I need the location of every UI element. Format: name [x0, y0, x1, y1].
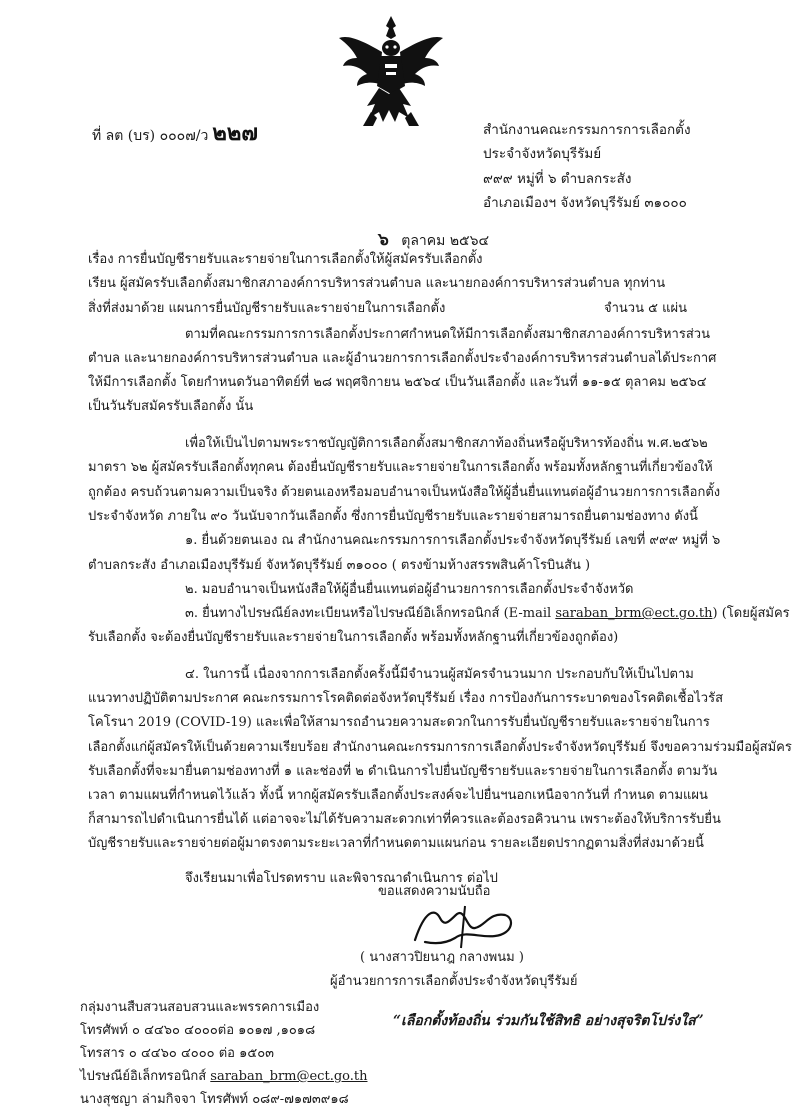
- footer-email-line: [80, 1065, 367, 1086]
- recipient-line: เรียน ผู้สมัครรับเลือกตั้งสมาชิกสภาองค์การบริหารส่วนตำบล และนายกองค์การบริหารส่วนตำบล ทุกท่าน: [88, 276, 666, 291]
- paragraph-4-line-8: บัญชีรายรับและรายจ่ายต่อผู้มาตรงตามระยะเวลาที่กำหนดตามแผนก่อน รายละเอียดปรากฏตามสิ่งที่ส่งมาด้วยนี้: [88, 836, 704, 851]
- paragraph-4-line-2: แนวทางปฏิบัติตามประกาศ คณะกรรมการโรคติดต่อจังหวัดบุรีรัมย์ เรื่อง การป้องกันการระบาดของโรคติดเชื้อไวรัส: [88, 691, 724, 706]
- item-3-line-1: [185, 602, 790, 623]
- sender-address-line-3: ๙๙๙ หมู่ที่ ๖ ตำบลกระสัง: [483, 171, 632, 187]
- paragraph-4-line-5: รับเลือกตั้งที่จะมายื่นตามช่องทางที่ ๑ และช่องที่ ๒ ดำเนินการไปยื่นบัญชีรายรับและรายจ่ายในการเลือกตั้ง ตามวัน: [88, 764, 718, 779]
- campaign-slogan: “เลือกตั้งท้องถิ่น ร่วมกันใช้สิทธิ อย่างสุจริตโปร่งใส”: [393, 1013, 704, 1029]
- item-1-line-1: ๑. ยื่นด้วยตนเอง ณ สำนักงานคณะกรรมการการเลือกตั้งประจำจังหวัดบุรีรัมย์ เลขที่ ๙๙๙ หมู่ที่ ๖: [185, 533, 721, 548]
- paragraph-1-line-4: เป็นวันรับสมัครรับเลือกตั้ง นั้น: [88, 399, 254, 414]
- item-3-email-link[interactable]: saraban_brm@ect.go.th: [555, 606, 713, 621]
- footer-email-label: ไปรษณีย์อิเล็กทรอนิกส์: [80, 1069, 211, 1084]
- signatory-position: ผู้อำนวยการการเลือกตั้งประจำจังหวัดบุรีรัมย์: [330, 974, 578, 989]
- footer-division: กลุ่มงานสืบสวนสอบสวนและพรรคการเมือง: [80, 1000, 320, 1015]
- sender-address-line-1: สำนักงานคณะกรรมการการเลือกตั้ง: [483, 122, 691, 138]
- paragraph-2-line-4: ประจำจังหวัด ภายใน ๙๐ วันนับจากวันเลือกตั้ง ซึ่งการยื่นบัญชีรายรับและรายจ่ายสามารถยื่นตามช่องทาง ดังนี้: [88, 509, 698, 524]
- subject-line: เรื่อง การยื่นบัญชีรายรับและรายจ่ายในการเลือกตั้งให้ผู้สมัครรับเลือกตั้ง: [88, 252, 483, 267]
- paragraph-4-line-7: ก็สามารถไปดำเนินการยื่นได้ แต่อาจจะไม่ได้รับความสะดวกเท่าที่ควรและต้องรอคิวนาน เพราะต้องให้บริการรับยื่น: [88, 812, 721, 827]
- date-day-handwritten: ๖: [378, 230, 389, 250]
- item-3-text-a: ๓. ยื่นทางไปรษณีย์ลงทะเบียนหรือไปรษณีย์อิเล็กทรอนิกส์ (E-mail: [185, 606, 556, 621]
- paragraph-1-line-2: ตำบล และนายกองค์การบริหารส่วนตำบล และผู้อำนวยการการเลือกตั้งประจำองค์การบริหารส่วนตำบลได้ประกาศ: [88, 351, 717, 366]
- paragraph-4-line-3: โคโรนา 2019 (COVID-19) และเพื่อให้สามารถอำนวยความสะดวกในการรับยื่นบัญชีรายรับและรายจ่ายในการ: [88, 715, 710, 730]
- paragraph-4-line-1: ๔. ในการนี้ เนื่องจากการเลือกตั้งครั้งนี้มีจำนวนผู้สมัครจำนวนมาก ประกอบกับให้เป็นไปตาม: [185, 667, 694, 682]
- paragraph-1-line-3: ให้มีการเลือกตั้ง โดยกำหนดวันอาทิตย์ที่ ๒๘ พฤศจิกายน ๒๕๖๔ เป็นวันเลือกตั้ง และวันที่ ๑๑-๑๕ ตุลาคม ๒๕๖๔: [88, 375, 707, 390]
- item-3-text-b: ) (โดยผู้สมัคร: [712, 606, 790, 621]
- paragraph-2-line-3: ถูกต้อง ครบถ้วนตามความเป็นจริง ด้วยตนเองหรือมอบอำนาจเป็นหนังสือให้ผู้อื่นยื่นแทนต่อผู้อำนวยการการเลือกตั้ง: [88, 485, 721, 500]
- document-number-prefix: ที่ ลต (บร) ๐๐๐๗/ว: [92, 128, 209, 144]
- paragraph-4-line-6: เวลา ตามแผนที่กำหนดไว้แล้ว ทั้งนี้ หากผู้สมัครรับเลือกตั้งประสงค์จะไปยื่นฯนอกเหนือจากวันที่ กำหนด ตามแผน: [88, 788, 708, 803]
- footer-fax: โทรสาร ๐ ๔๔๖๐ ๔๐๐๐ ต่อ ๑๕๐๓: [80, 1046, 275, 1061]
- paragraph-1-line-1: ตามที่คณะกรรมการการเลือกตั้งประกาศกำหนดให้มีการเลือกตั้งสมาชิกสภาองค์การบริหารส่วน: [185, 327, 710, 342]
- regards: ขอแสดงความนับถือ: [378, 884, 491, 899]
- footer-contact: นางสุชญา ล่ามกิจจา โทรศัพท์ ๐๘๙-๗๑๗๓๙๑๘: [80, 1092, 349, 1107]
- sender-address-line-4: อำเภอเมืองฯ จังหวัดบุรีรัมย์ ๓๑๐๐๐: [483, 195, 687, 211]
- item-2: ๒. มอบอำนาจเป็นหนังสือให้ผู้อื่นยื่นแทนต่อผู้อำนวยการการเลือกตั้งประจำจังหวัด: [185, 582, 634, 597]
- closing-line: จึงเรียนมาเพื่อโปรดทราบ และพิจารณาดำเนินการ ต่อไป: [185, 871, 498, 886]
- footer-phone: โทรศัพท์ ๐ ๔๔๖๐ ๔๐๐๐ต่อ ๑๐๑๗ ,๑๐๑๘: [80, 1023, 316, 1038]
- enclosure-line: สิ่งที่ส่งมาด้วย แผนการยื่นบัญชีรายรับและรายจ่ายในการเลือกตั้ง: [88, 301, 446, 316]
- paragraph-4-line-4: เลือกตั้งแก่ผู้สมัครให้เป็นด้วยความเรียบร้อย สำนักงานคณะกรรมการการเลือกตั้งประจำจังหวัดบุรีรัมย์ จึงขอความร่วมมือผู้สมัคร: [88, 740, 792, 755]
- item-3-line-2: รับเลือกตั้ง จะต้องยื่นบัญชีรายรับและรายจ่ายในการเลือกตั้ง พร้อมทั้งหลักฐานที่เกี่ยวข้องถูกต้อง): [88, 630, 619, 645]
- sender-address-line-2: ประจำจังหวัดบุรีรัมย์: [483, 146, 602, 162]
- item-1-line-2: ตำบลกระสัง อำเภอเมืองบุรีรัมย์ จังหวัดบุรีรัมย์ ๓๑๐๐๐ ( ตรงข้ามห้างสรรพสินค้าโรบินสัน ): [88, 558, 591, 573]
- signatory-name: ( นางสาวปิยนาฎ กลางพนม ): [360, 950, 524, 965]
- document-number: [92, 115, 258, 150]
- footer-email-link[interactable]: saraban_brm@ect.go.th: [210, 1069, 368, 1084]
- paragraph-2-line-2: มาตรา ๖๒ ผู้สมัครรับเลือกตั้งทุกคน ต้องยื่นบัญชีรายรับและรายจ่ายในการเลือกตั้ง พร้อมทั้งหลักฐานที่เกี่ยวข้องให้: [88, 460, 713, 475]
- document-number-handwritten: ๒๒๗: [212, 120, 258, 146]
- paragraph-2-line-1: เพื่อให้เป็นไปตามพระราชบัญญัติการเลือกตั้งสมาชิกสภาท้องถิ่นหรือผู้บริหารท้องถิ่น พ.ศ.๒๕๖๒: [185, 436, 708, 451]
- date-month-year: ตุลาคม ๒๕๖๔: [401, 233, 490, 249]
- enclosure-count: จำนวน ๕ แผ่น: [604, 301, 687, 316]
- handwritten-signature-icon: [395, 900, 555, 950]
- garuda-emblem-icon: [335, 12, 447, 137]
